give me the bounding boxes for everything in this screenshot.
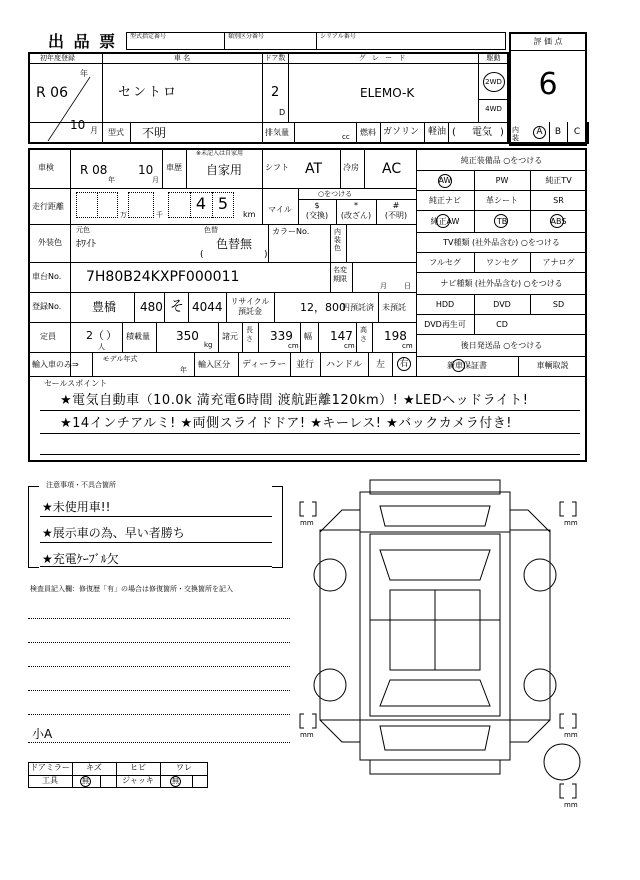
legend-tool: 工具 xyxy=(42,776,58,785)
original-color-label: 元色 xyxy=(76,226,90,234)
tv-analog: アナログ xyxy=(542,258,575,267)
navi-sd: SD xyxy=(552,300,565,309)
mileage-digit-1: 4 xyxy=(195,194,207,213)
displacement-label: 排気量 xyxy=(265,128,289,137)
navi-dvd: DVD xyxy=(493,300,511,309)
fuel-diesel: 軽油 xyxy=(428,127,447,137)
first-reg-month-unit: 月 xyxy=(90,126,98,135)
inspector-label: 検査員記入欄：修復歴「有」の場合は修復箇所・交換箇所を記入 xyxy=(30,585,233,593)
recycle-label: リサイクル預託金 xyxy=(230,297,270,316)
width-value: 147 xyxy=(330,329,353,343)
color-label: 外装色 xyxy=(38,238,62,247)
later-manual: 車輌取説 xyxy=(536,361,569,370)
mm-label-bottom-left: mm xyxy=(300,731,314,739)
width-label: 幅 xyxy=(304,332,312,341)
mileage-man-unit: 万 xyxy=(120,211,127,219)
model-year-label: モデル年式 xyxy=(102,355,138,363)
interior-color-label: 内装色 xyxy=(334,228,341,252)
sales-label: セールスポイント xyxy=(44,379,108,388)
mileage-exchange-sym: $ xyxy=(314,201,320,210)
import-parallel: 並行 xyxy=(296,360,315,370)
later-title: 後日発送品 ○をつける xyxy=(460,341,543,350)
mileage-unknown-sym: # xyxy=(392,201,400,210)
tv-oneseg: ワンセグ xyxy=(486,258,518,267)
interior-c: C xyxy=(573,127,581,137)
drive-4wd: 4WD xyxy=(485,105,502,113)
equip-leather: 革シート xyxy=(486,196,518,205)
grade-label: グ レ ー ド xyxy=(358,54,408,62)
width-cm: cm xyxy=(344,342,355,350)
first-reg-label: 初年度登録 xyxy=(40,54,75,62)
mileage-tamper-text: (改ざん) xyxy=(340,211,372,220)
capacity-person-unit: 人 xyxy=(98,343,105,351)
chassis-label: 車台No. xyxy=(32,272,62,281)
equip-pw: PW xyxy=(495,176,509,185)
interior-a: A xyxy=(536,127,543,137)
registration-class: 480 xyxy=(140,300,163,314)
handle-label: ハンドル xyxy=(326,360,363,370)
equip-genuine-tv: 純正TV xyxy=(545,176,572,185)
equip-sr: SR xyxy=(553,196,564,205)
doors-label: ドア数 xyxy=(264,54,286,62)
model-code-label: 型式指定番号 xyxy=(130,33,167,40)
mileage-tamper-sym: * xyxy=(354,201,358,210)
doors-suffix: D xyxy=(279,108,286,117)
first-reg-year-unit: 年 xyxy=(80,69,88,78)
sales-line-2: ★14インチアルミ! ★両側スライドドア! ★キーレス! ★バックカメラ付き! xyxy=(60,416,512,431)
note-item-3: ★充電ｹｰﾌﾞﾙ欠 xyxy=(42,552,119,566)
cd-label: CD xyxy=(496,320,508,329)
expiry-label: 名変期限 xyxy=(333,266,347,283)
import-label: 輸入車のみ⇒ xyxy=(32,360,79,369)
equip-aw-circle xyxy=(438,174,452,188)
recycle-paid: 円預託済 xyxy=(342,303,374,312)
load-kg: kg xyxy=(204,341,213,349)
cc-unit: cc xyxy=(342,133,350,141)
import-dealer: ディーラー xyxy=(242,360,287,370)
load-label: 積載量 xyxy=(126,332,150,341)
legend-mirror: ドアミラー xyxy=(30,763,70,772)
later-warranty-circle xyxy=(452,359,465,372)
legend-crack: ワレ xyxy=(176,763,192,772)
doors-value: 2 xyxy=(271,85,280,100)
capacity-value: 2（ xyxy=(86,329,104,342)
registration-area: 豊橋 xyxy=(92,300,117,314)
usage-note: ※未記入は自家用 xyxy=(196,150,244,157)
repaint-paren-open: ( xyxy=(200,250,204,260)
recycle-unpaid: 未預託 xyxy=(382,303,406,312)
equip-aw: AW xyxy=(438,176,452,185)
tv-fullseg: フルセグ xyxy=(429,258,461,267)
equip-tb: TB xyxy=(496,217,508,226)
note-item-1: ★未使用車!! xyxy=(42,500,111,514)
mm-label-top-right: mm xyxy=(564,519,578,527)
inspection-month: 10 xyxy=(138,163,154,177)
inspector-mark: 小A xyxy=(32,727,53,741)
model-value: 不明 xyxy=(142,126,167,140)
car-name-label: 車 名 xyxy=(173,54,191,62)
ac-label: 冷房 xyxy=(343,163,359,172)
equip-genuine-navi: 純正ナビ xyxy=(429,196,461,205)
legend-dent: ヒビ xyxy=(130,763,146,772)
chassis-value: 7H80B24KXPF000011 xyxy=(86,269,240,285)
notes-label: 注意事項・不具合箇所 xyxy=(46,481,116,489)
drive-2wd: 2WD xyxy=(485,78,502,86)
class-code-label: 類別区分番号 xyxy=(228,33,265,40)
interior-b: B xyxy=(554,127,562,137)
dim-label: 諸元 xyxy=(222,332,238,341)
height-value: 198 xyxy=(384,329,407,343)
fuel-electric: 電気 xyxy=(472,127,492,138)
dvd-playable: DVD再生可 xyxy=(424,320,466,329)
first-reg-month: 10 xyxy=(70,118,86,132)
navi-hdd: HDD xyxy=(435,300,455,309)
expiry-day-unit: 日 xyxy=(404,282,411,290)
grade-value: ELEMO-K xyxy=(360,86,415,100)
mileage-unknown-text: (不明) xyxy=(384,211,408,220)
ac-value: AC xyxy=(382,161,402,177)
sales-line-1: ★電気自動車（10.0k 満充電6時間 渡航距離120km）! ★LEDヘッドライト! xyxy=(60,393,529,408)
equip-abs: ABS xyxy=(550,217,567,226)
usage-value: 自家用 xyxy=(206,163,243,177)
grade-points-label: 評 価 点 xyxy=(533,37,563,46)
legend-tool-mark: 無 xyxy=(82,777,89,785)
color-no-label: カラーNo. xyxy=(272,227,310,236)
repaint-value: 色替無 xyxy=(216,237,253,251)
length-value: 339 xyxy=(270,329,293,343)
mm-label-spare: mm xyxy=(564,801,578,809)
capacity-label: 定員 xyxy=(40,332,56,341)
original-color-value: ﾎﾜｲﾄ xyxy=(76,239,96,250)
mileage-label: 走行距離 xyxy=(32,202,64,211)
expiry-month-unit: 月 xyxy=(380,282,387,290)
equip-tb-circle xyxy=(494,214,508,228)
genuine-title: 純正装備品 ○をつける xyxy=(460,156,543,165)
registration-kana: そ xyxy=(170,299,184,315)
car-name-value: セントロ xyxy=(118,85,179,100)
registration-label: 登録No. xyxy=(32,302,62,311)
inspection-label: 車検 xyxy=(38,163,54,172)
fuel-label: 燃料 xyxy=(360,128,376,137)
length-label: 長さ xyxy=(246,326,253,343)
registration-number: 4044 xyxy=(192,300,223,314)
later-warranty: 新車保証書 xyxy=(447,361,487,370)
legend-jack-mark: 無 xyxy=(172,777,179,785)
model-label: 型式 xyxy=(108,128,124,137)
length-cm: cm xyxy=(288,342,299,350)
usage-label: 車歴 xyxy=(166,163,182,172)
repaint-paren-close: ) xyxy=(264,250,268,260)
fuel-gas: ガソリン xyxy=(383,127,420,137)
shift-label: シフト xyxy=(265,163,289,172)
mileage-km-unit: km xyxy=(243,210,256,219)
handle-right: 右 xyxy=(399,359,409,369)
legend-scratch: キズ xyxy=(86,763,102,772)
note-item-2: ★展示車の為、早い者勝ち xyxy=(42,526,185,540)
equip-genuine-aw-circle xyxy=(436,214,450,228)
shift-value: AT xyxy=(305,161,323,177)
equip-genuine-aw: 純正AW xyxy=(430,217,460,226)
fuel-paren-close: ) xyxy=(500,127,504,138)
mileage-exchange-text: (交換) xyxy=(305,211,329,220)
mm-label-bottom-right: mm xyxy=(564,731,578,739)
drive-label: 駆動 xyxy=(486,54,501,62)
navi-title: ナビ種類 (社外品含む) ○をつける xyxy=(440,279,563,288)
tv-title: TV種類 (社外品含む) ○をつける xyxy=(443,238,560,247)
interior-label: 内装 xyxy=(512,126,519,142)
capacity-paren-close: ） xyxy=(106,329,117,342)
load-value: 350 xyxy=(176,329,199,343)
handle-left: 左 xyxy=(376,360,386,370)
recycle-value: 12，800 xyxy=(300,301,346,314)
inspection-month-unit: 月 xyxy=(152,176,159,184)
repaint-label: 色替 xyxy=(204,226,218,234)
grade-points-value: 6 xyxy=(538,67,558,102)
form-title: 出 品 票 xyxy=(48,32,118,51)
equip-abs-circle xyxy=(550,214,564,228)
mileage-circle-note: ○をつける xyxy=(318,190,353,198)
inspection-era: R 08 xyxy=(80,163,108,177)
model-year-unit: 年 xyxy=(180,366,187,374)
inspection-year-unit: 年 xyxy=(108,176,115,184)
first-reg-era: R 06 xyxy=(36,85,68,101)
mileage-mile: マイル xyxy=(268,205,292,214)
mileage-digit-2: 5 xyxy=(217,194,229,213)
import-type-label: 輸入区分 xyxy=(198,360,230,369)
legend-jack: ジャッキ xyxy=(122,776,154,785)
height-label: 高さ xyxy=(360,326,367,343)
height-cm: cm xyxy=(402,342,413,350)
mm-label-top-left: mm xyxy=(300,519,314,527)
serial-label: シリアル番号 xyxy=(320,33,356,40)
mileage-sen-unit: 千 xyxy=(156,211,163,219)
fuel-paren-open: ( xyxy=(452,127,456,138)
